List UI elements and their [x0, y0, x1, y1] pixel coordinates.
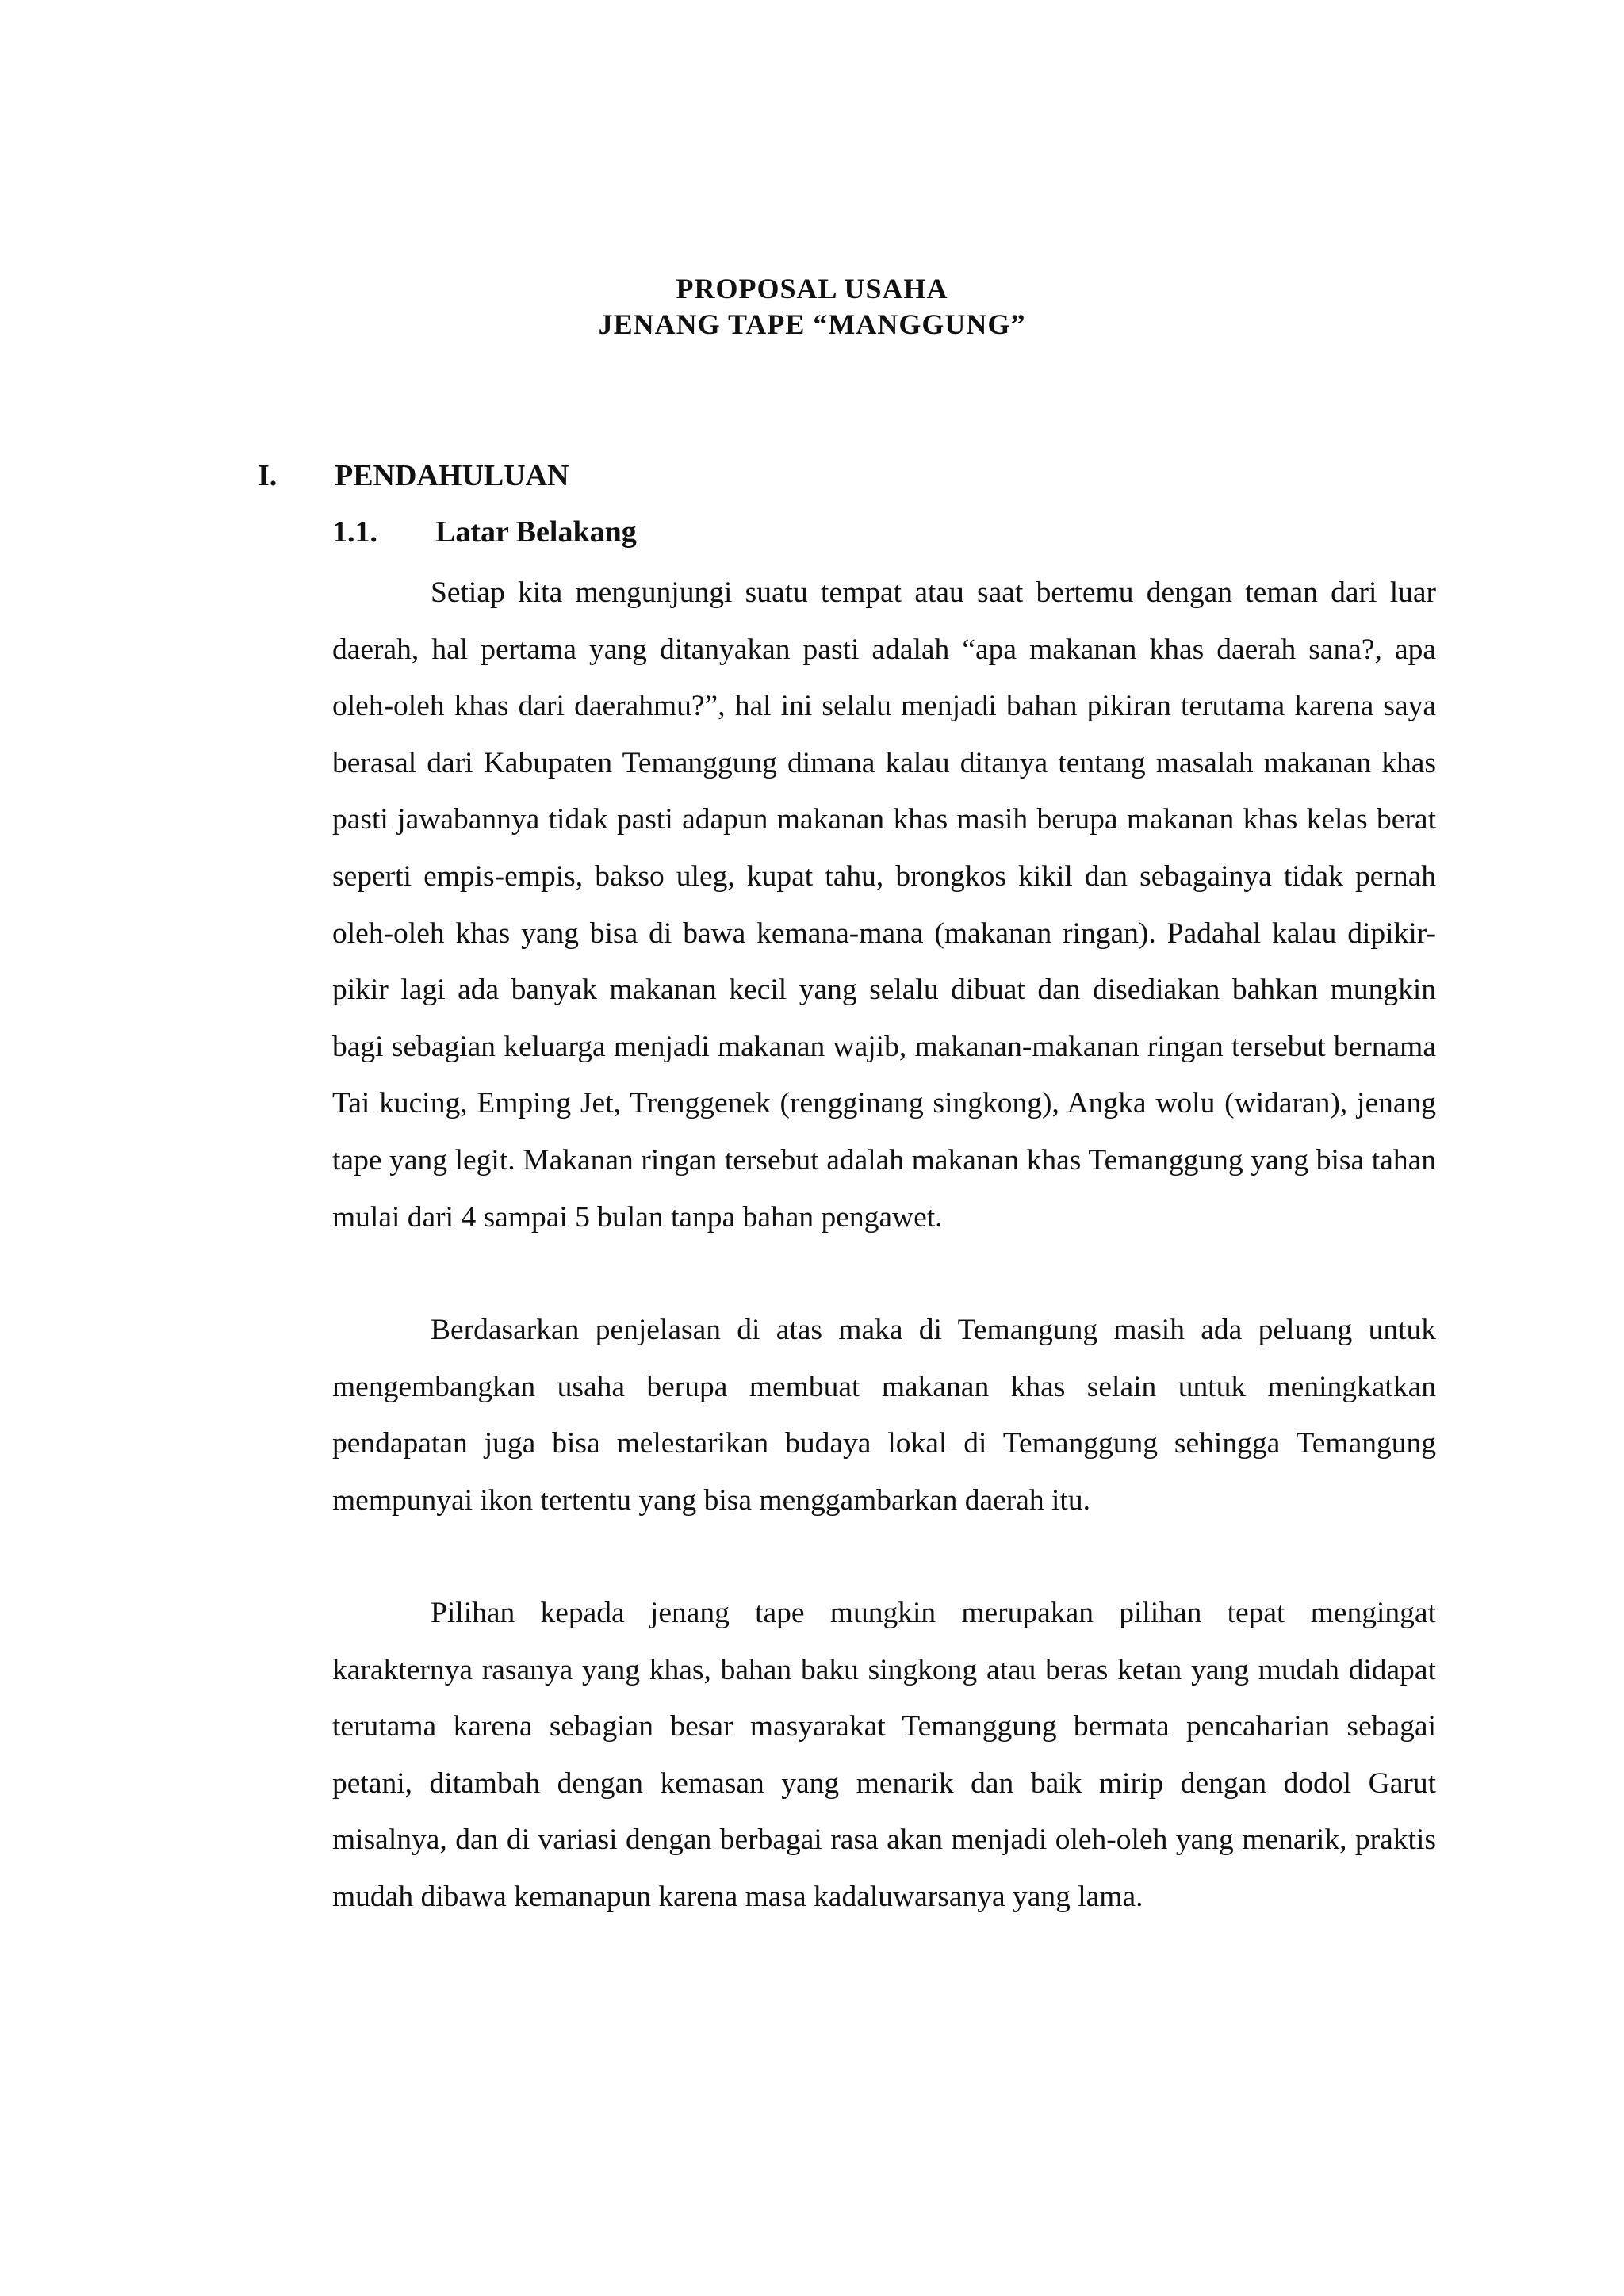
- paragraph-2: Berdasarkan penjelasan di atas maka di Temangung masih ada peluang untuk mengembangkan usaha berupa membuat makanan khas selain untuk meningkatkan pendapatan juga bisa melestarikan budaya lokal di Temanggung sehingga Temangung mempunyai ikon tertentu yang bisa menggambarkan daerah itu.: [332, 1314, 1436, 1517]
- subsection-number: 1.1.: [332, 515, 377, 549]
- section-number: I.: [258, 459, 278, 492]
- paragraph-1: Setiap kita mengunjungi suatu tempat atau saat bertemu dengan teman dari luar daerah, hal pertama yang ditanyakan pasti adalah “apa makanan khas daerah sana?, apa oleh-oleh khas dari daerahmu?”, hal ini selalu menjadi bahan pikiran terutama karena saya berasal dari Kabupaten Temanggung dimana kalau ditanya tentang masalah makanan khas pasti jawabannya tidak pasti adapun makanan khas masih berupa makanan khas kelas berat seperti empis-empis, bakso uleg, kupat tahu, brongkos kikil dan sebagainya tidak pernah oleh-oleh khas yang bisa di bawa kemana-mana (makanan ringan). Padahal kalau dipikir-pikir lagi ada banyak makanan kecil yang selalu dibuat dan disediakan bahkan mungkin bagi sebagian keluarga menjadi makanan wajib, makanan-makanan ringan tersebut bernama Tai kucing, Emping Jet, Trenggenek (rengginang singkong), Angka wolu (widaran), jenang tape yang legit. Makanan ringan tersebut adalah makanan khas Temanggung yang bisa tahan mulai dari 4 sampai 5 bulan tanpa bahan pengawet.: [332, 576, 1436, 1234]
- subsection-title: Latar Belakang: [435, 515, 637, 549]
- document-title: PROPOSAL USAHA: [676, 273, 948, 304]
- section-title: PENDAHULUAN: [335, 459, 569, 492]
- document-subtitle: JENANG TAPE “MANGGUNG”: [598, 308, 1026, 340]
- paragraph-3: Pilihan kepada jenang tape mungkin merupakan pilihan tepat mengingat karakternya rasanya yang khas, bahan baku singkong atau beras ketan yang mudah didapat terutama karena sebagian besar masyarakat Temanggung bermata pencaharian sebagai petani, ditambah dengan kemasan yang menarik dan baik mirip dengan dodol Garut misalnya, dan di variasi dengan berbagai rasa akan menjadi oleh-oleh yang menarik, praktis mudah dibawa kemanapun karena masa kadaluwarsanya yang lama.: [332, 1597, 1436, 1913]
